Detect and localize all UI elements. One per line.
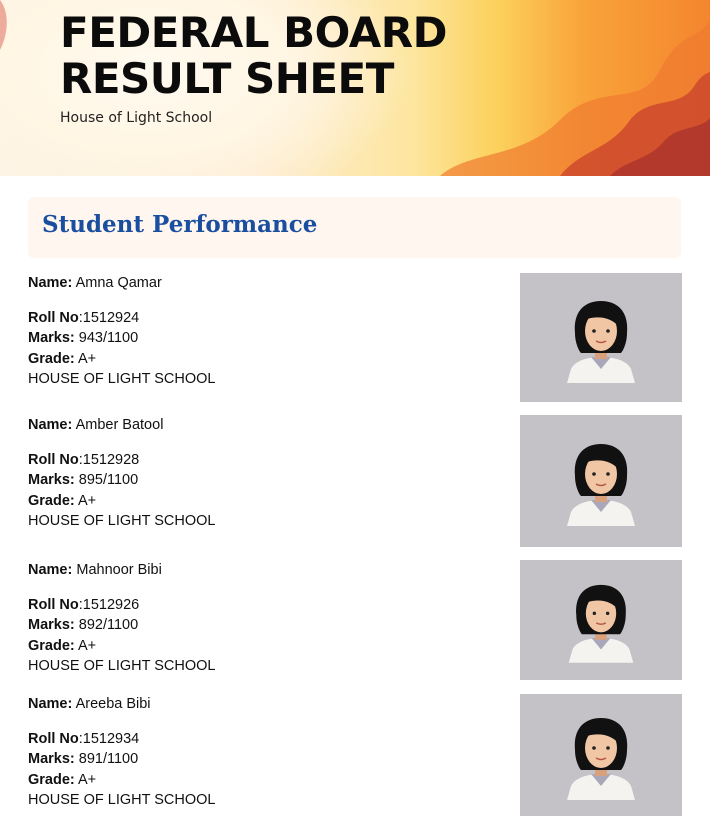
marks-line [28,470,488,491]
school-line: HOUSE OF LIGHT SCHOOL [28,513,216,529]
student-name: Mahnoor Bibi [76,562,162,578]
section-title: Student Performance [42,211,318,238]
marks-label: Marks: [28,330,75,346]
avatar-icon [561,436,641,526]
student-name: Amna Qamar [75,275,162,291]
marks-label: Marks: [28,751,75,767]
section-header [28,197,681,258]
name-label: Name: [28,696,73,712]
roll-number: :1512934 [78,730,140,747]
student-photo [520,694,682,816]
student-card [28,694,682,816]
student-photo [520,560,682,680]
name-line [28,415,488,436]
marks-line [28,749,488,770]
avatar-icon [561,293,641,383]
grade-label: Grade: [28,771,75,788]
school-line: HOUSE OF LIGHT SCHOOL [28,658,216,674]
grade-value: A+ [77,637,97,654]
school-line: HOUSE OF LIGHT SCHOOL [28,371,216,387]
student-photo [520,273,682,402]
roll-line [28,595,488,616]
student-info [28,273,488,390]
roll-line [28,450,488,471]
student-info [28,415,488,532]
student-card [28,273,682,402]
student-card [28,560,682,680]
roll-label: Roll No [28,451,79,468]
page-title: FEDERAL BOARD RESULT SHEET [60,8,447,103]
student-name: Amber Batool [75,417,164,433]
marks-line [28,328,488,349]
grade-line [28,636,488,657]
marks-value: 892/1100 [78,617,139,633]
name-label: Name: [28,562,73,578]
roll-line [28,308,488,329]
name-label: Name: [28,275,73,291]
avatar-icon [561,710,641,800]
name-line [28,560,488,581]
marks-label: Marks: [28,472,75,488]
student-photo [520,415,682,547]
student-name: Areeba Bibi [75,696,151,712]
grade-value: A+ [77,350,97,367]
roll-number: :1512924 [78,309,140,326]
roll-label: Roll No [28,309,79,326]
grade-label: Grade: [28,637,75,654]
grade-value: A+ [77,771,97,788]
grade-value: A+ [77,492,97,509]
name-line [28,694,488,715]
marks-line [28,615,488,636]
roll-number: :1512928 [78,451,140,468]
student-info [28,694,488,811]
school-name: House of Light School [60,110,213,126]
grade-label: Grade: [28,492,75,509]
roll-label: Roll No [28,730,79,747]
name-label: Name: [28,417,73,433]
roll-number: :1512926 [78,596,140,613]
marks-value: 895/1100 [78,472,139,488]
marks-value: 943/1100 [78,330,139,346]
grade-line [28,349,488,370]
student-info [28,560,488,677]
roll-label: Roll No [28,596,79,613]
name-line [28,273,488,294]
marks-value: 891/1100 [78,751,139,767]
roll-line [28,729,488,750]
marks-label: Marks: [28,617,75,633]
header-banner [0,0,710,176]
avatar-icon [563,577,639,663]
grade-line [28,770,488,791]
school-line: HOUSE OF LIGHT SCHOOL [28,792,216,808]
grade-label: Grade: [28,350,75,367]
student-card [28,415,682,547]
grade-line [28,491,488,512]
